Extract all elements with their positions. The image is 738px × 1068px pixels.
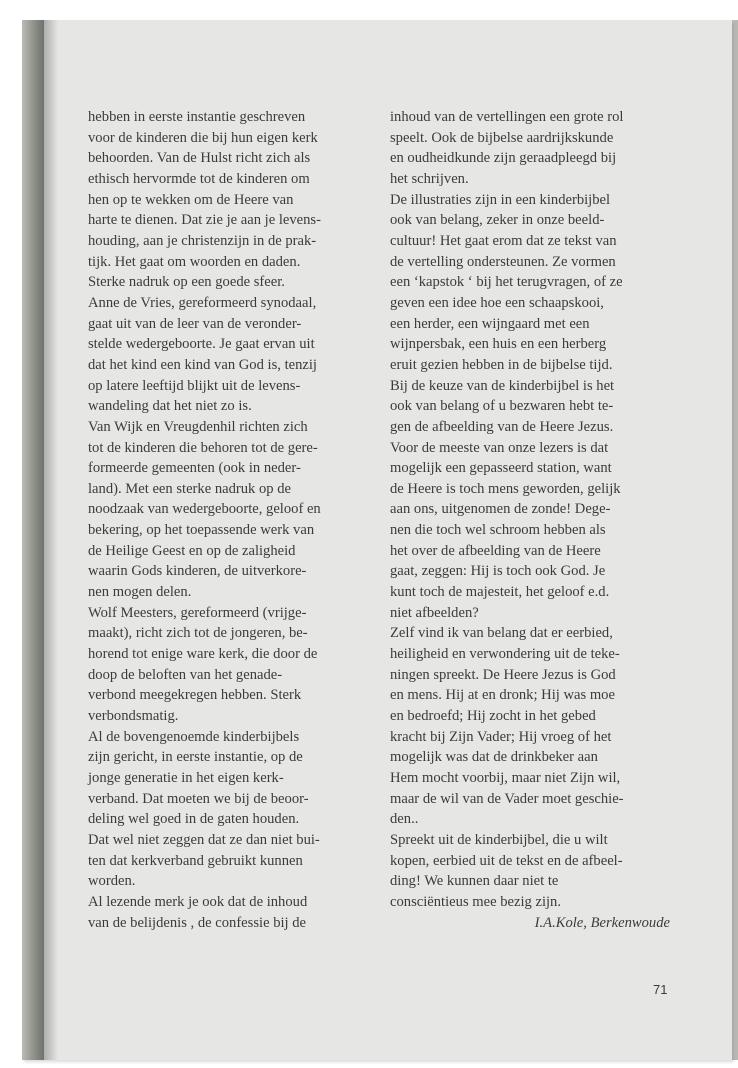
text-line: verbond meegekregen hebben. Sterk <box>88 687 302 704</box>
text-line: ningen spreekt. De Heere Jezus is God <box>390 666 616 683</box>
text-line: ding! We kunnen daar niet te <box>390 873 559 890</box>
text-line: wandeling dat het niet zo is. <box>88 398 252 415</box>
text-line: jonge generatie in het eigen kerk- <box>88 770 284 786</box>
text-line: hebben in eerste instantie geschreven <box>88 109 306 125</box>
text-line: den.. <box>390 811 419 828</box>
text-line: heiligheid en verwondering uit de teke- <box>390 646 620 663</box>
text-line: horend tot enige ware kerk, die door de <box>88 646 318 663</box>
text-line: zijn gericht, in eerste instantie, op de <box>88 749 303 766</box>
text-line: Wolf Meesters, gereformeerd (vrijge- <box>88 604 307 621</box>
text-line: voor de kinderen die bij hun eigen kerk <box>88 129 318 146</box>
text-line: tijk. Het gaat om woorden en daden. <box>88 253 301 270</box>
text-line: Dat wel niet zeggen dat ze dan niet bui- <box>88 831 320 848</box>
text-line: het schrijven. <box>390 170 469 187</box>
text-line: Al lezende merk je ook dat de inhoud <box>88 893 308 910</box>
text-line: gen de afbeelding van de Heere Jezus. <box>390 418 614 435</box>
text-line: harte te dienen. Dat zie je aan je levens- <box>88 212 321 229</box>
text-line: het over de afbeelding van de Heere <box>390 542 601 559</box>
text-line: de vertelling ondersteunen. Ze vormen <box>390 253 616 270</box>
text-line: Voor de meeste van onze lezers is dat <box>390 439 609 456</box>
text-line: geven een idee hoe een schaapskooi, <box>390 294 604 311</box>
book-spine <box>22 20 44 1060</box>
text-line: Spreekt uit de kinderbijbel, die u wilt <box>390 831 608 848</box>
text-line: Hem mocht voorbij, maar niet Zijn wil, <box>390 770 621 786</box>
text-line: Van Wijk en Vreugdenhil richten zich <box>88 418 308 435</box>
text-line: kopen, eerbied uit de tekst en de afbeel- <box>390 852 623 869</box>
text-line: doop de beloften van het genade- <box>88 666 283 683</box>
text-line: en mens. Hij at en dronk; Hij was moe <box>390 687 615 704</box>
text-line: worden. <box>88 873 136 890</box>
text-line: Sterke nadruk op een goede sfeer. <box>88 274 285 291</box>
text-line: deling wel goed in de gaten houden. <box>88 811 300 828</box>
text-line: waarin Gods kinderen, de uitverkore- <box>88 563 307 580</box>
text-line: verband. Dat moeten we bij de beoor- <box>88 790 309 807</box>
text-line: bekering, op het toepassende werk van <box>88 522 315 539</box>
text-line: eruit gezien hebben in de bijbelse tijd. <box>390 356 613 373</box>
text-line: hen op te wekken om de Heere van <box>88 191 294 208</box>
text-line: een ‘kapstok ‘ bij het terugvragen, of ze <box>390 274 623 291</box>
text-line: mogelijk was dat de drinkbeker aan <box>390 749 598 766</box>
text-line: op latere leeftijd blijkt uit de levens- <box>88 377 301 394</box>
text-line: houding, aan je christenzijn in de prak- <box>88 232 317 249</box>
text-line: aan ons, uitgenomen de zonde! Dege- <box>390 501 611 518</box>
text-line: ten dat kerkverband gebruikt kunnen <box>88 852 303 869</box>
text-line: cultuur! Het gaat erom dat ze tekst van <box>390 232 617 249</box>
text-line: kracht bij Zijn Vader; Hij vroeg of het <box>390 728 612 745</box>
text-line: ethisch hervormde tot de kinderen om <box>88 170 310 187</box>
text-line: Bij de keuze van de kinderbijbel is het <box>390 377 615 394</box>
text-line: de Heilige Geest en op de zaligheid <box>88 542 296 559</box>
author-signature: I.A.Kole, Berkenwoude <box>534 914 670 931</box>
text-line: maar de wil van de Vader moet geschie- <box>390 790 624 807</box>
text-line: kunt toch de majesteit, het geloof e.d. <box>390 584 610 601</box>
text-line: gaat, zeggen: Hij is toch ook God. Je <box>390 563 606 580</box>
text-line: land). Met een sterke nadruk op de <box>88 480 292 497</box>
text-line: niet afbeelden? <box>390 604 479 621</box>
text-line: tot de kinderen die behoren tot de gere- <box>88 439 318 456</box>
text-line: dat het kind een kind van God is, tenzij <box>88 356 317 373</box>
text-line: speelt. Ook de bijbelse aardrijkskunde <box>390 129 614 146</box>
text-line: gaat uit van de leer van de veronder- <box>88 315 302 332</box>
right-text-column <box>390 107 670 933</box>
text-line: en oudheidkunde zijn geraadpleegd bij <box>390 150 617 167</box>
text-line: wijnpersbak, een huis en een herberg <box>390 336 607 353</box>
text-line: een herder, een wijngaard met een <box>390 315 590 332</box>
text-line: van de belijdenis , de confessie bij de <box>88 914 307 931</box>
left-text-column <box>88 107 373 933</box>
text-line: en bedroefd; Hij zocht in het gebed <box>390 708 596 725</box>
text-line: inhoud van de vertellingen een grote rol <box>390 109 624 125</box>
text-line: mogelijk een gepasseerd station, want <box>390 460 612 477</box>
text-line: nen mogen delen. <box>88 584 192 601</box>
text-line: de Heere is toch mens geworden, gelijk <box>390 480 621 497</box>
page-number: 71 <box>653 982 668 997</box>
text-line: nen die toch wel schroom hebben als <box>390 522 606 539</box>
text-line: noodzaak van wedergeboorte, geloof en <box>88 501 321 518</box>
text-line: Anne de Vries, gereformeerd synodaal, <box>88 294 317 311</box>
text-line: stelde wedergeboorte. Je gaat ervan uit <box>88 336 315 353</box>
text-line: maakt), richt zich tot de jongeren, be- <box>88 625 308 642</box>
text-line: formeerde gemeenten (ook in neder- <box>88 460 301 477</box>
text-line: Al de bovengenoemde kinderbijbels <box>88 728 300 745</box>
text-line: verbondsmatig. <box>88 708 179 725</box>
gutter-shadow <box>44 20 58 1060</box>
text-line: De illustraties zijn in een kinderbijbel <box>390 191 611 208</box>
text-line: Zelf vind ik van belang dat er eerbied, <box>390 625 613 642</box>
text-line: ook van belang, zeker in onze beeld- <box>390 212 605 229</box>
text-line: consciëntieus mee bezig zijn. <box>390 893 562 910</box>
text-line: ook van belang of u bezwaren hebt te- <box>390 398 614 415</box>
text-line: behoorden. Van de Hulst richt zich als <box>88 150 311 167</box>
